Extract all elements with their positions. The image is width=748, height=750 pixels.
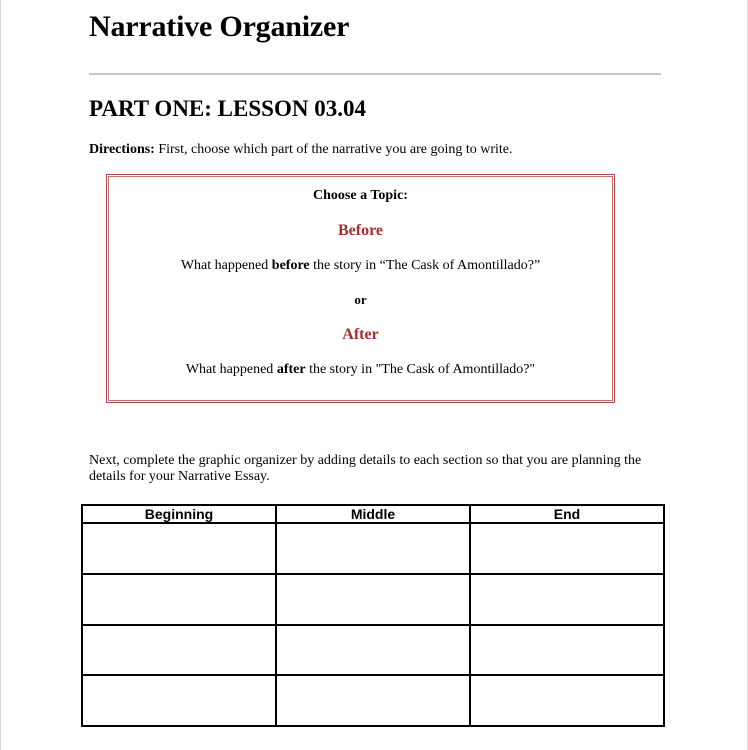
graphic-organizer-table — [81, 504, 665, 727]
topic-question-before — [109, 258, 612, 274]
question-suffix: the story in "The Cask of Amontillado?" — [305, 362, 536, 377]
organizer-cell[interactable] — [82, 675, 276, 726]
organizer-cell[interactable] — [470, 574, 664, 625]
question-bold-word: after — [276, 362, 306, 377]
organizer-cell[interactable] — [470, 675, 664, 726]
organizer-cell[interactable] — [276, 523, 470, 574]
column-header-middle: Middle — [276, 505, 470, 523]
directions-text: First, choose which part of the narrative you are going to write. — [154, 142, 513, 157]
question-prefix: What happened — [185, 362, 277, 377]
horizontal-rule — [89, 73, 661, 75]
column-header-beginning: Beginning — [82, 505, 276, 523]
table-row — [82, 574, 664, 625]
organizer-cell[interactable] — [82, 574, 276, 625]
page-title: Narrative Organizer — [89, 10, 350, 43]
next-instructions: Next, complete the graphic organizer by adding details to each section so that you are planning the details for your Narrative Essay. — [89, 453, 642, 484]
topic-option-before: Before — [337, 222, 383, 239]
topic-heading: Choose a Topic: — [313, 188, 408, 203]
page-edge-left — [0, 0, 1, 750]
topic-option-after: After — [342, 326, 379, 343]
topic-box — [106, 174, 615, 403]
directions-label: Directions: — [89, 142, 155, 157]
directions — [89, 142, 513, 158]
question-suffix: the story in “The Cask of Amontillado?” — [309, 258, 541, 273]
organizer-cell[interactable] — [276, 574, 470, 625]
question-bold-word: before — [271, 258, 310, 273]
table-row — [82, 625, 664, 676]
column-header-end: End — [470, 505, 664, 523]
question-prefix: What happened — [180, 258, 272, 273]
topic-question-after — [109, 362, 612, 378]
organizer-cell[interactable] — [276, 675, 470, 726]
part-heading: PART ONE: LESSON 03.04 — [89, 96, 366, 121]
organizer-cell[interactable] — [82, 625, 276, 676]
table-row — [82, 675, 664, 726]
organizer-cell[interactable] — [82, 523, 276, 574]
organizer-cell[interactable] — [470, 625, 664, 676]
table-header-row — [82, 505, 664, 523]
topic-or: or — [354, 292, 367, 307]
table-row — [82, 523, 664, 574]
organizer-cell[interactable] — [470, 523, 664, 574]
organizer-cell[interactable] — [276, 625, 470, 676]
